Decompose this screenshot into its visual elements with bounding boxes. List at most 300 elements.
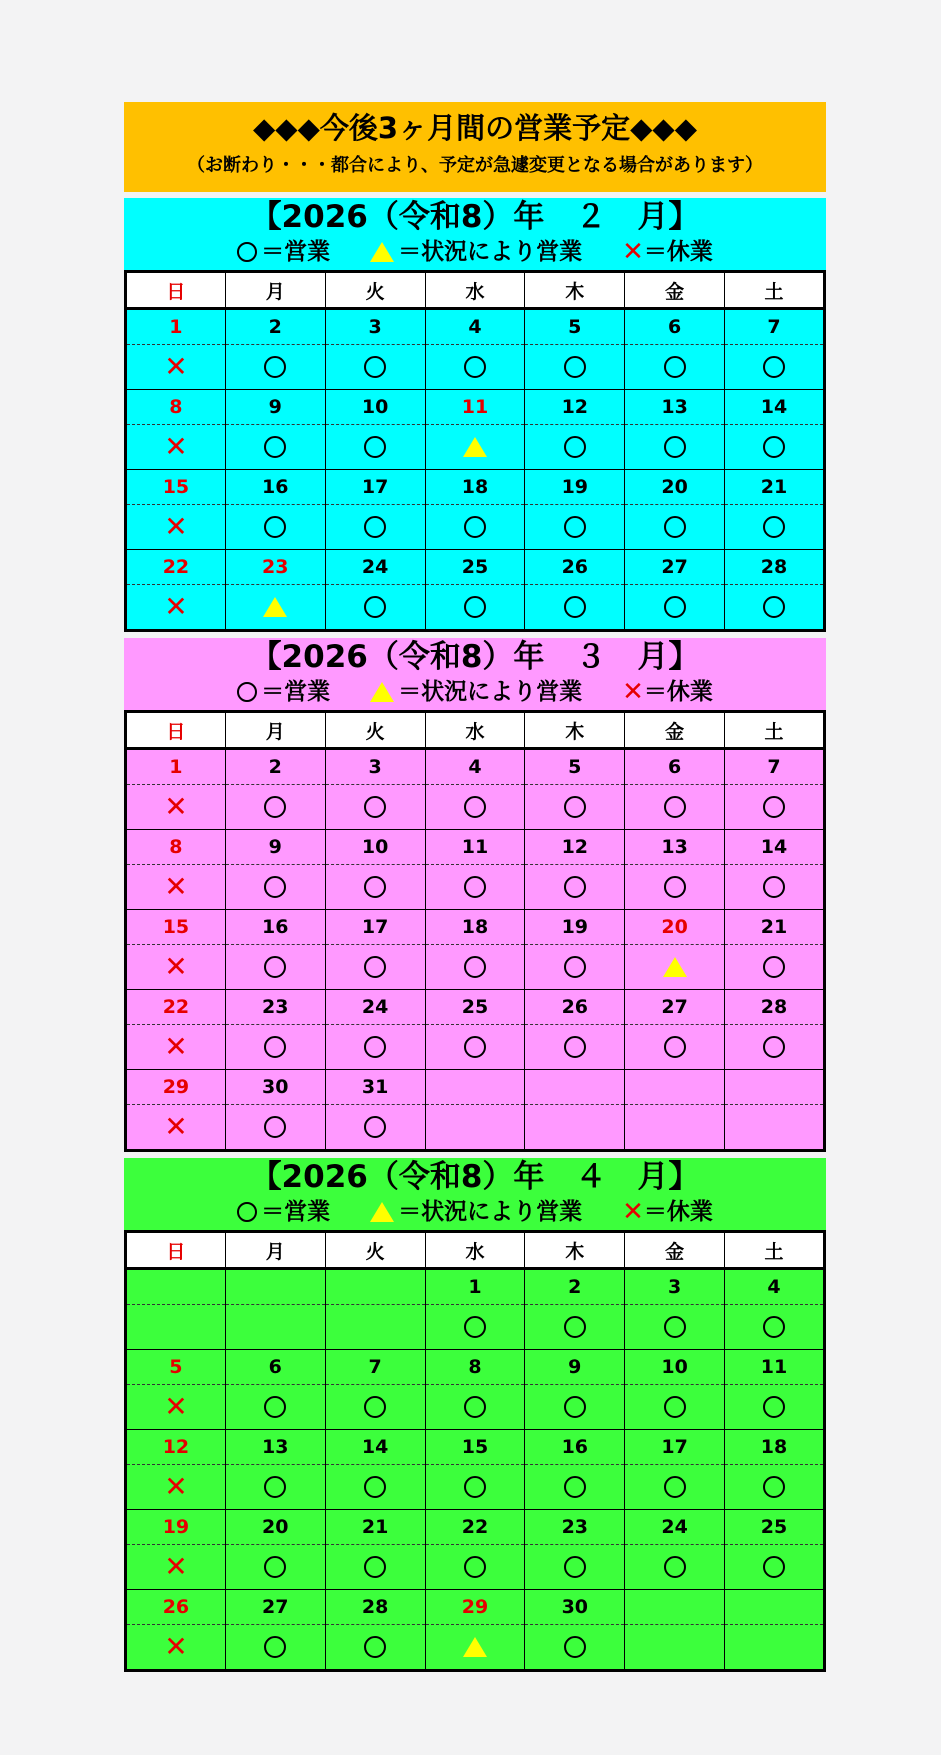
- open-circle-icon: [264, 1476, 286, 1498]
- date-cell: 12: [525, 830, 625, 865]
- status-cell: [725, 945, 825, 990]
- date-cell: 25: [425, 990, 525, 1025]
- closed-x-icon: ✕: [164, 1550, 188, 1583]
- status-mark: [426, 585, 525, 629]
- date-cell: 10: [325, 390, 425, 425]
- date-cell: 21: [325, 1510, 425, 1545]
- date-cell: 14: [725, 830, 825, 865]
- month-title: 【2026（令和8）年 ３ 月】: [250, 639, 700, 675]
- status-mark: [426, 785, 525, 829]
- status-cell: [325, 1305, 425, 1350]
- date-cell: [725, 1590, 825, 1625]
- date-cell: 27: [625, 990, 725, 1025]
- status-mark: [525, 345, 624, 389]
- status-row: [126, 1105, 825, 1151]
- date-cell: 28: [725, 990, 825, 1025]
- open-circle-icon: [364, 1396, 386, 1418]
- status-mark: [326, 505, 425, 549]
- month-section: [124, 1158, 826, 1672]
- status-cell: [126, 785, 226, 830]
- date-cell: 20: [625, 910, 725, 945]
- date-cell: 17: [325, 910, 425, 945]
- status-cell: [225, 585, 325, 631]
- status-mark: [426, 505, 525, 549]
- date-cell: 12: [126, 1430, 226, 1465]
- open-circle-icon: [664, 1556, 686, 1578]
- open-circle-icon: [264, 436, 286, 458]
- status-mark: [525, 1625, 624, 1669]
- disclaimer-note: （お断わり・・・都合により、予定が急遽変更となる場合があります）: [187, 155, 763, 176]
- status-cell: [126, 1105, 226, 1151]
- status-cell: [126, 865, 226, 910]
- status-mark: [326, 945, 425, 989]
- date-cell: 26: [126, 1590, 226, 1625]
- open-circle-icon: [264, 1636, 286, 1658]
- status-cell: [126, 1025, 226, 1070]
- month-title: 【2026（令和8）年 ２ 月】: [250, 199, 700, 235]
- open-circle-icon: [564, 1036, 586, 1058]
- status-cell: [126, 1465, 226, 1510]
- status-mark: [625, 865, 724, 909]
- status-cell: [625, 945, 725, 990]
- status-cell: [325, 425, 425, 470]
- status-mark: [426, 425, 525, 469]
- month-header: [124, 1158, 826, 1230]
- status-mark: [326, 1465, 425, 1509]
- status-cell: [225, 1025, 325, 1070]
- open-circle-icon: [464, 596, 486, 618]
- status-cell: [225, 1105, 325, 1151]
- date-row: [126, 550, 825, 585]
- date-row: [126, 309, 825, 345]
- status-mark: [725, 1385, 823, 1429]
- closed-x-icon: ✕: [164, 1030, 188, 1063]
- status-cell: [725, 1105, 825, 1151]
- date-cell: 7: [725, 309, 825, 345]
- weekday-cell: 火: [325, 1232, 425, 1269]
- maybe-triangle-icon: [263, 597, 287, 617]
- status-mark: [625, 425, 724, 469]
- date-cell: 30: [225, 1070, 325, 1105]
- status-mark: [426, 1545, 525, 1589]
- status-cell: [225, 345, 325, 390]
- status-mark: [725, 585, 823, 629]
- weekday-cell: 土: [725, 1232, 825, 1269]
- status-mark: [226, 1625, 325, 1669]
- legend-open-label: ＝営業: [261, 1199, 331, 1225]
- legend-open-label: ＝営業: [261, 239, 331, 265]
- status-row: [126, 1025, 825, 1070]
- date-cell: 26: [525, 990, 625, 1025]
- legend-open: [237, 1196, 330, 1228]
- status-mark: [525, 1105, 624, 1149]
- legend-maybe-label: ＝状況により営業: [398, 679, 583, 705]
- open-circle-icon: [464, 1316, 486, 1338]
- status-cell: [225, 1465, 325, 1510]
- status-mark: [725, 785, 823, 829]
- open-circle-icon: [564, 1316, 586, 1338]
- status-mark: [127, 1025, 225, 1069]
- weekday-cell: 土: [725, 272, 825, 309]
- date-row: [126, 830, 825, 865]
- status-cell: [325, 1625, 425, 1671]
- status-mark: [127, 585, 225, 629]
- weekday-cell: 金: [625, 712, 725, 749]
- date-cell: 19: [525, 910, 625, 945]
- status-mark: [127, 1625, 225, 1669]
- status-cell: [425, 1025, 525, 1070]
- status-mark: [625, 1025, 724, 1069]
- open-circle-icon: [264, 1036, 286, 1058]
- date-cell: 16: [225, 470, 325, 505]
- date-cell: 2: [525, 1269, 625, 1305]
- status-mark: [226, 1385, 325, 1429]
- calendar-table: [124, 270, 826, 632]
- status-mark: [426, 1385, 525, 1429]
- status-mark: [426, 1625, 525, 1669]
- status-mark: [326, 1385, 425, 1429]
- maybe-triangle-icon: [463, 437, 487, 457]
- open-circle-icon: [664, 596, 686, 618]
- open-circle-icon: [564, 1476, 586, 1498]
- status-cell: [225, 505, 325, 550]
- date-row: [126, 470, 825, 505]
- date-row: [126, 1510, 825, 1545]
- date-cell: 22: [126, 990, 226, 1025]
- month-section: [124, 638, 826, 1152]
- status-cell: [625, 1025, 725, 1070]
- status-mark: [127, 1465, 225, 1509]
- date-cell: 4: [725, 1269, 825, 1305]
- closed-x-icon: ✕: [164, 590, 188, 623]
- status-mark: [525, 505, 624, 549]
- status-cell: [325, 345, 425, 390]
- status-cell: [525, 785, 625, 830]
- weekday-header-row: [126, 272, 825, 309]
- status-mark: [725, 1545, 823, 1589]
- legend-closed: [622, 676, 713, 708]
- calendar-table: [124, 1230, 826, 1672]
- status-cell: [725, 585, 825, 631]
- open-circle-icon: [464, 356, 486, 378]
- weekday-cell: 木: [525, 1232, 625, 1269]
- date-cell: 25: [725, 1510, 825, 1545]
- status-mark: [127, 785, 225, 829]
- status-mark: [725, 345, 823, 389]
- open-circle-icon: [264, 956, 286, 978]
- status-mark: [725, 1625, 823, 1669]
- date-cell: [525, 1070, 625, 1105]
- open-circle-icon: [364, 356, 386, 378]
- date-cell: 10: [625, 1350, 725, 1385]
- open-circle-icon: [664, 876, 686, 898]
- status-cell: [325, 1545, 425, 1590]
- status-mark: [326, 1625, 425, 1669]
- calendar-table: [124, 710, 826, 1152]
- open-circle-icon: [464, 796, 486, 818]
- status-row: [126, 585, 825, 631]
- status-cell: [126, 425, 226, 470]
- status-row: [126, 865, 825, 910]
- open-circle-icon: [237, 1202, 257, 1222]
- date-cell: 5: [525, 309, 625, 345]
- status-row: [126, 1385, 825, 1430]
- closed-x-icon: ✕: [622, 1197, 644, 1227]
- date-cell: [625, 1070, 725, 1105]
- weekday-cell: 火: [325, 272, 425, 309]
- status-cell: [625, 1625, 725, 1671]
- date-cell: 6: [625, 749, 725, 785]
- date-cell: 1: [126, 749, 226, 785]
- status-mark: [326, 1025, 425, 1069]
- status-row: [126, 785, 825, 830]
- status-cell: [325, 865, 425, 910]
- status-cell: [725, 505, 825, 550]
- status-mark: [426, 865, 525, 909]
- date-cell: 16: [225, 910, 325, 945]
- date-cell: 26: [525, 550, 625, 585]
- legend-closed-label: ＝休業: [643, 1199, 713, 1225]
- date-row: [126, 1269, 825, 1305]
- status-mark: [426, 1105, 525, 1149]
- legend-open: [237, 676, 330, 708]
- legend-maybe: [370, 236, 582, 268]
- open-circle-icon: [264, 1556, 286, 1578]
- open-circle-icon: [264, 796, 286, 818]
- date-cell: [225, 1269, 325, 1305]
- date-cell: 9: [225, 390, 325, 425]
- month-title: 【2026（令和8）年 ４ 月】: [250, 1159, 700, 1195]
- weekday-cell: 木: [525, 272, 625, 309]
- status-cell: [425, 865, 525, 910]
- status-cell: [525, 585, 625, 631]
- status-cell: [425, 345, 525, 390]
- open-circle-icon: [664, 1476, 686, 1498]
- date-cell: 2: [225, 309, 325, 345]
- open-circle-icon: [763, 956, 785, 978]
- status-mark: [525, 785, 624, 829]
- status-mark: [226, 1545, 325, 1589]
- legend-maybe-label: ＝状況により営業: [398, 239, 583, 265]
- status-mark: [525, 585, 624, 629]
- status-cell: [725, 345, 825, 390]
- open-circle-icon: [264, 1396, 286, 1418]
- status-mark: [326, 865, 425, 909]
- date-row: [126, 390, 825, 425]
- status-mark: [625, 785, 724, 829]
- open-circle-icon: [564, 956, 586, 978]
- open-circle-icon: [364, 1476, 386, 1498]
- status-cell: [225, 865, 325, 910]
- weekday-cell: 月: [225, 1232, 325, 1269]
- status-row: [126, 1305, 825, 1350]
- status-cell: [425, 1545, 525, 1590]
- status-mark: [226, 425, 325, 469]
- status-cell: [525, 1625, 625, 1671]
- date-cell: 3: [325, 309, 425, 345]
- status-cell: [425, 425, 525, 470]
- status-cell: [625, 1105, 725, 1151]
- status-mark: [226, 1305, 325, 1349]
- open-circle-icon: [364, 516, 386, 538]
- open-circle-icon: [364, 436, 386, 458]
- status-mark: [226, 945, 325, 989]
- weekday-cell: 日: [126, 272, 226, 309]
- status-row: [126, 1625, 825, 1671]
- date-cell: 7: [725, 749, 825, 785]
- status-mark: [725, 1465, 823, 1509]
- date-row: [126, 1070, 825, 1105]
- status-mark: [625, 1385, 724, 1429]
- date-cell: 29: [126, 1070, 226, 1105]
- weekday-cell: 水: [425, 712, 525, 749]
- status-cell: [625, 1465, 725, 1510]
- open-circle-icon: [364, 876, 386, 898]
- date-cell: 19: [126, 1510, 226, 1545]
- date-cell: 8: [425, 1350, 525, 1385]
- status-cell: [425, 585, 525, 631]
- date-cell: 22: [126, 550, 226, 585]
- closed-x-icon: ✕: [164, 1470, 188, 1503]
- status-mark: [326, 585, 425, 629]
- status-mark: [326, 345, 425, 389]
- status-mark: [326, 425, 425, 469]
- status-mark: [326, 1545, 425, 1589]
- status-cell: [725, 1385, 825, 1430]
- status-cell: [225, 785, 325, 830]
- open-circle-icon: [664, 356, 686, 378]
- status-cell: [425, 1625, 525, 1671]
- maybe-triangle-icon: [370, 1202, 394, 1222]
- date-row: [126, 1350, 825, 1385]
- weekday-cell: 土: [725, 712, 825, 749]
- month-header: [124, 198, 826, 270]
- open-circle-icon: [564, 516, 586, 538]
- open-circle-icon: [664, 1396, 686, 1418]
- open-circle-icon: [664, 796, 686, 818]
- open-circle-icon: [564, 796, 586, 818]
- maybe-triangle-icon: [370, 242, 394, 262]
- status-cell: [325, 585, 425, 631]
- open-circle-icon: [763, 876, 785, 898]
- date-cell: 2: [225, 749, 325, 785]
- date-row: [126, 1590, 825, 1625]
- status-mark: [226, 785, 325, 829]
- status-mark: [127, 505, 225, 549]
- date-cell: 21: [725, 470, 825, 505]
- date-cell: 7: [325, 1350, 425, 1385]
- closed-x-icon: ✕: [164, 1110, 188, 1143]
- status-cell: [725, 1025, 825, 1070]
- date-cell: 3: [325, 749, 425, 785]
- status-mark: [525, 1305, 624, 1349]
- date-cell: 11: [425, 830, 525, 865]
- status-mark: [525, 1465, 624, 1509]
- date-cell: 15: [126, 910, 226, 945]
- status-cell: [625, 585, 725, 631]
- closed-x-icon: ✕: [164, 950, 188, 983]
- open-circle-icon: [763, 356, 785, 378]
- date-cell: 17: [325, 470, 425, 505]
- date-cell: 22: [425, 1510, 525, 1545]
- date-cell: 3: [625, 1269, 725, 1305]
- open-circle-icon: [464, 516, 486, 538]
- open-circle-icon: [564, 1556, 586, 1578]
- status-mark: [326, 785, 425, 829]
- weekday-cell: 水: [425, 1232, 525, 1269]
- status-mark: [226, 1465, 325, 1509]
- open-circle-icon: [763, 1316, 785, 1338]
- weekday-cell: 木: [525, 712, 625, 749]
- status-mark: [525, 1545, 624, 1589]
- legend-maybe-label: ＝状況により営業: [398, 1199, 583, 1225]
- status-mark: [226, 865, 325, 909]
- open-circle-icon: [564, 876, 586, 898]
- status-row: [126, 505, 825, 550]
- status-cell: [425, 1465, 525, 1510]
- status-mark: [127, 945, 225, 989]
- status-cell: [126, 1545, 226, 1590]
- date-row: [126, 1430, 825, 1465]
- open-circle-icon: [264, 356, 286, 378]
- status-cell: [126, 345, 226, 390]
- open-circle-icon: [264, 516, 286, 538]
- status-cell: [525, 1465, 625, 1510]
- legend-closed-label: ＝休業: [643, 239, 713, 265]
- status-row: [126, 945, 825, 990]
- maybe-triangle-icon: [463, 1637, 487, 1657]
- date-cell: 5: [126, 1350, 226, 1385]
- status-mark: [725, 425, 823, 469]
- date-cell: [725, 1070, 825, 1105]
- open-circle-icon: [264, 876, 286, 898]
- maybe-triangle-icon: [663, 957, 687, 977]
- date-cell: 28: [725, 550, 825, 585]
- date-cell: 19: [525, 470, 625, 505]
- date-cell: 13: [225, 1430, 325, 1465]
- open-circle-icon: [664, 436, 686, 458]
- status-cell: [625, 345, 725, 390]
- open-circle-icon: [564, 1396, 586, 1418]
- status-mark: [725, 865, 823, 909]
- open-circle-icon: [664, 1316, 686, 1338]
- date-cell: 13: [625, 390, 725, 425]
- weekday-cell: 金: [625, 272, 725, 309]
- status-mark: [725, 1105, 823, 1149]
- closed-x-icon: ✕: [164, 430, 188, 463]
- status-mark: [326, 1105, 425, 1149]
- date-cell: 21: [725, 910, 825, 945]
- legend-open-label: ＝営業: [261, 679, 331, 705]
- date-cell: 14: [725, 390, 825, 425]
- status-cell: [425, 505, 525, 550]
- status-cell: [625, 1385, 725, 1430]
- status-mark: [426, 1025, 525, 1069]
- status-mark: [525, 1385, 624, 1429]
- status-cell: [325, 1105, 425, 1151]
- closed-x-icon: ✕: [164, 1630, 188, 1663]
- date-cell: 1: [126, 309, 226, 345]
- open-circle-icon: [364, 1636, 386, 1658]
- open-circle-icon: [364, 796, 386, 818]
- date-cell: 23: [225, 990, 325, 1025]
- status-cell: [525, 945, 625, 990]
- date-cell: 27: [625, 550, 725, 585]
- status-mark: [625, 945, 724, 989]
- closed-x-icon: ✕: [622, 677, 644, 707]
- status-cell: [126, 1625, 226, 1671]
- date-cell: 20: [225, 1510, 325, 1545]
